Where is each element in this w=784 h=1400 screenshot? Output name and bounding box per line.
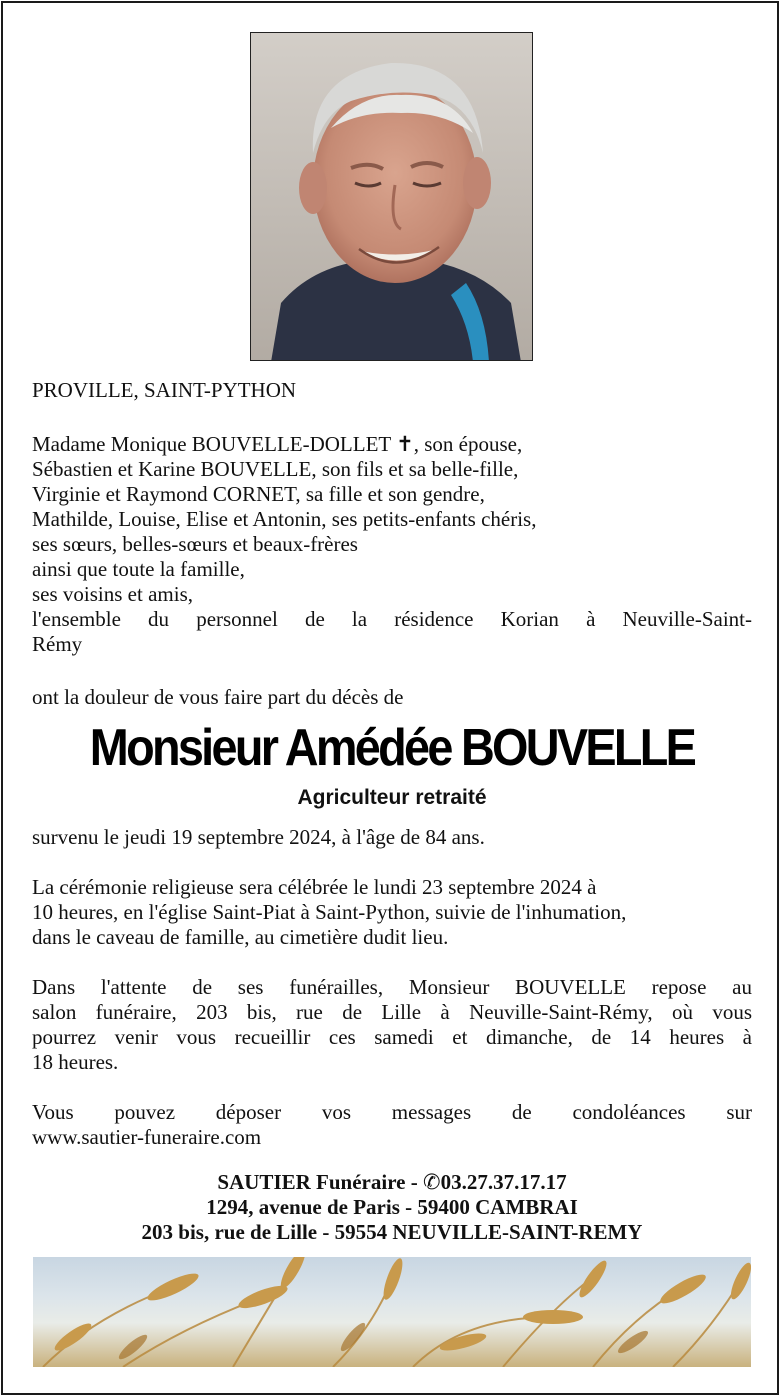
portrait-illustration [251,33,533,361]
family-line: Mathilde, Louise, Elise et Antonin, ses petits-enfants chéris, [32,507,537,531]
family-line: ainsi que toute la famille, [32,557,245,581]
family-line: ses voisins et amis, [32,582,193,606]
wheat-banner [33,1257,751,1367]
company-name: SAUTIER Funéraire - [217,1170,423,1194]
condolences [32,1100,752,1150]
company-phone-row [0,1170,784,1195]
location: PROVILLE, SAINT-PYTHON [32,378,297,402]
funeral-line: pourrez venir vous recueillir ces samedi et dimanche, de 14 heures à [32,1025,752,1049]
family-line: l'ensemble du personnel de la résidence Korian à Neuville-Saint- [32,607,752,631]
condolences-line: Vous pouvez déposer vos messages de condoléances sur [32,1100,752,1124]
portrait-photo [250,32,533,361]
family-line-spouse [32,432,752,457]
family-line: ses sœurs, belles-sœurs et beaux-frères [32,532,358,556]
deceased-name: Monsieur Amédée BOUVELLE [89,719,695,777]
funeral-home-details [32,975,752,1075]
funeral-line: salon funéraire, 203 bis, rue de Lille à Neuville-Saint-Rémy, où vous [32,1000,752,1024]
cross-icon: ✝ [396,432,414,456]
company-phone[interactable]: 03.27.37.17.17 [440,1170,567,1194]
company-address-1: 1294, avenue de Paris - 59400 CAMBRAI [206,1195,578,1219]
ceremony-line: dans le caveau de famille, au cimetière dudit lieu. [32,925,449,949]
family-line: Virginie et Raymond CORNET, sa fille et son gendre, [32,482,485,506]
family-line: Rémy [32,632,83,656]
funeral-company-footer [0,1170,784,1245]
company-address-2: 203 bis, rue de Lille - 59554 NEUVILLE-SAINT-REMY [141,1220,643,1244]
phone-icon: ✆ [422,1170,441,1194]
announce-text: ont la douleur de vous faire part du décès de [32,685,404,709]
ceremony-line: La cérémonie religieuse sera célébrée le lundi 23 septembre 2024 à [32,875,597,899]
profession: Agriculteur retraité [297,786,487,809]
family-line: Sébastien et Karine BOUVELLE, son fils et sa belle-fille, [32,457,519,481]
wheat-illustration [33,1257,751,1367]
spouse-name: Madame Monique BOUVELLE-DOLLET [32,432,397,456]
ceremony-details [32,875,752,950]
funeral-line: Dans l'attente de ses funérailles, Monsieur BOUVELLE repose au [32,975,752,999]
death-details: survenu le jeudi 19 septembre 2024, à l'âge de 84 ans. [32,825,485,849]
condolences-url[interactable]: www.sautier-funeraire.com [32,1125,262,1149]
spouse-relation: , son épouse, [413,432,523,456]
ceremony-line: 10 heures, en l'église Saint-Piat à Saint-Python, suivie de l'inhumation, [32,900,627,924]
family-list [32,432,752,657]
funeral-line: 18 heures. [32,1050,119,1074]
